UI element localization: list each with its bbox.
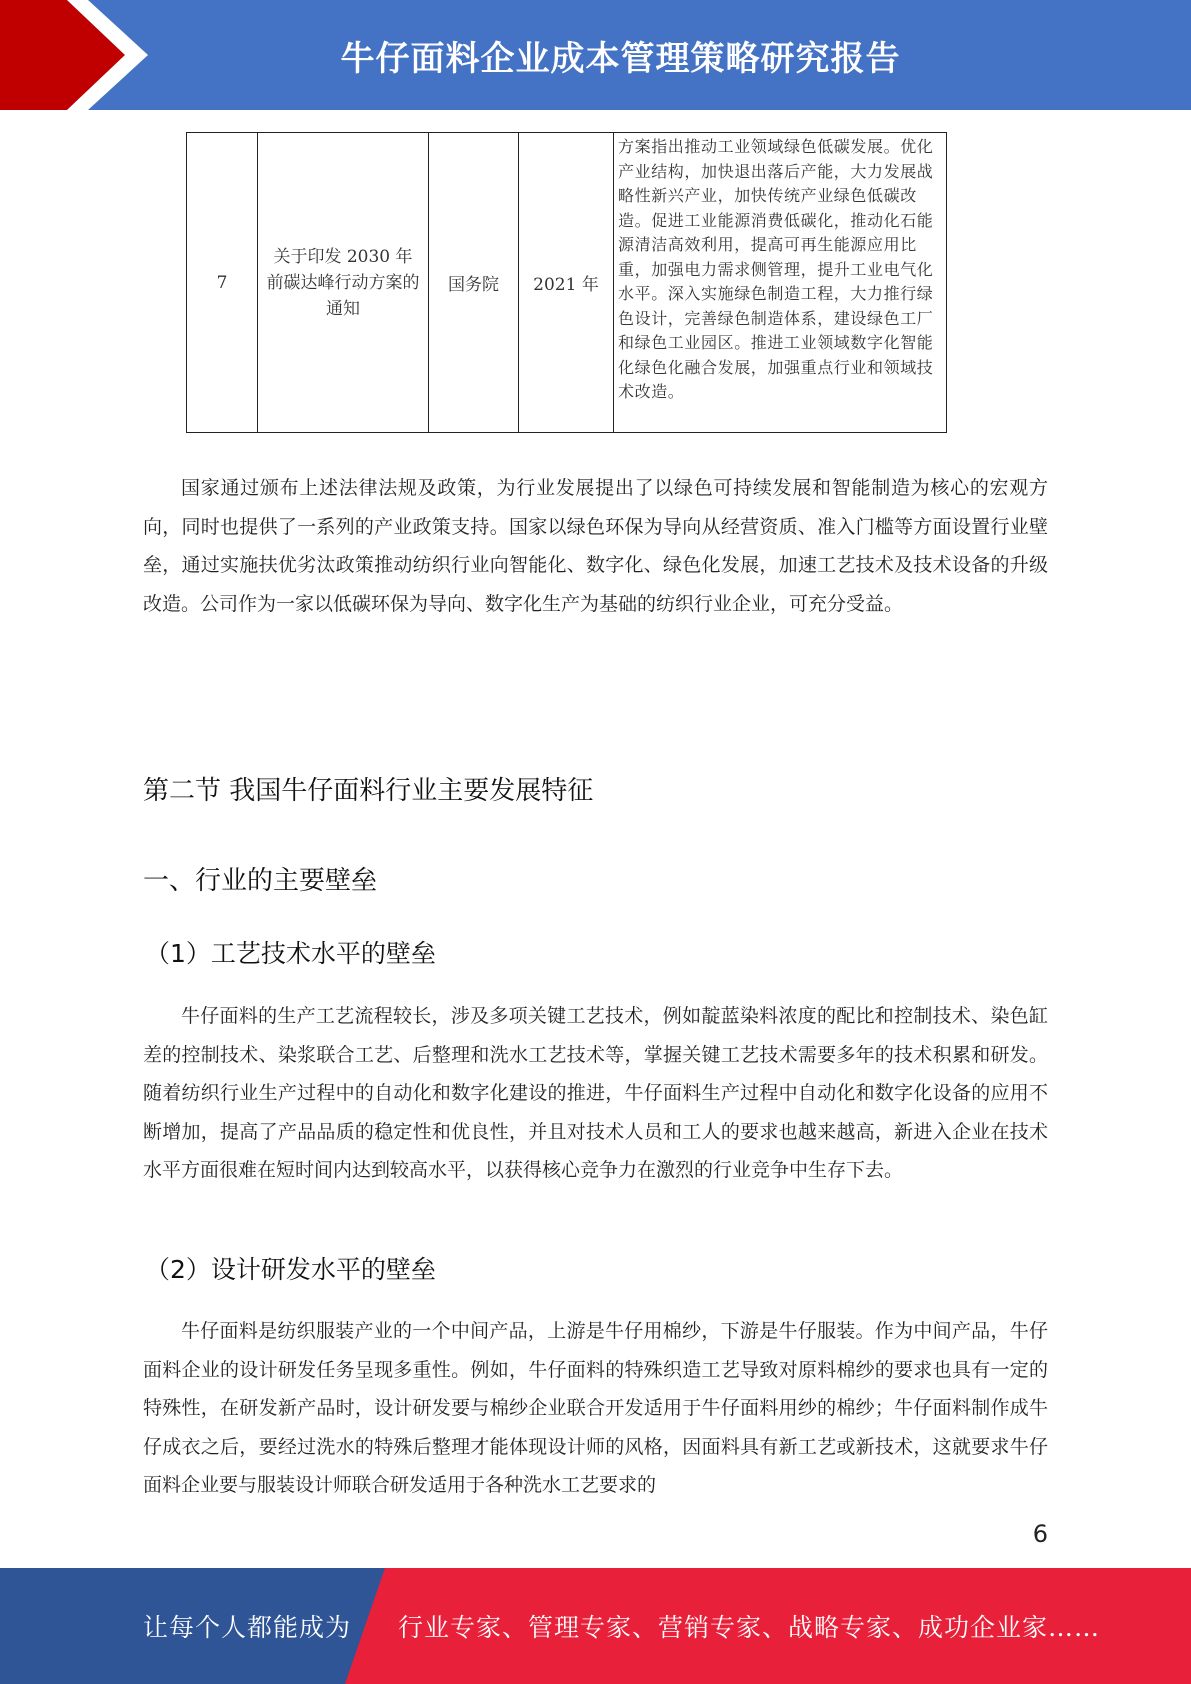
policy-name: 关于印发 2030 年前碳达峰行动方案的通知 [258,133,429,433]
item-title: （2）设计研发水平的壁垒 [145,1255,436,1284]
page-number: 6 [1032,1520,1048,1548]
policy-table [186,132,947,433]
body-paragraph: 牛仔面料是纺织服装产业的一个中间产品，上游是牛仔用棉纱，下游是牛仔服装。作为中间产品，牛仔面料企业的设计研发任务呈现多重性。例如，牛仔面料的特殊织造工艺导致对原料棉纱的要求也具有一定的特殊性，在研发新产品时，设计研发要与棉纱企业联合开发适用于牛仔面料用纱的棉纱；牛仔面料制作成牛仔成衣之后，要经过洗水的特殊后整理才能体现设计师的风格，因面料具有新工艺或新技术，这就要求牛仔面料企业要与服装设计师联合研发适用于各种洗水工艺要求的 [143,1320,1048,1496]
page-footer [0,1568,1191,1684]
policy-content: 方案指出推动工业领域绿色低碳发展。优化产业结构，加快退出落后产能，大力发展战略性新兴产业，加快传统产业绿色低碳改造。促进工业能源消费低碳化，推动化石能源清洁高效利用，提高可再生能源应用比重，加强电力需求侧管理，提升工业电气化水平。深入实施绿色制造工程，大力推行绿色设计，完善绿色制造体系，建设绿色工厂和绿色工业园区。推进工业领域数字化智能化绿色化融合发展，加强重点行业和领域技术改造。 [614,133,947,433]
body-paragraph: 牛仔面料的生产工艺流程较长，涉及多项关键工艺技术，例如靛蓝染料浓度的配比和控制技术、染色缸差的控制技术、染浆联合工艺、后整理和洗水工艺技术等，掌握关键工艺技术需要多年的技术积累和研发。随着纺织行业生产过程中的自动化和数字化建设的推进，牛仔面料生产过程中自动化和数字化设备的应用不断增加，提高了产品品质的稳定性和优良性，并且对技术人员和工人的要求也越来越高，新进入企业在技术水平方面很难在短时间内达到较高水平，以获得核心竞争力在激烈的行业竞争中生存下去。 [143,1005,1048,1181]
table-row [187,133,947,433]
header-chevron-icon [0,0,160,110]
footer-slogan-right: 行业专家、管理专家、营销专家、战略专家、成功企业家…… [398,1613,1101,1642]
row-index: 7 [187,133,258,433]
policy-year: 2021 年 [519,133,614,433]
header-title: 牛仔面料企业成本管理策略研究报告 [340,38,901,79]
section-title: 第二节 我国牛仔面料行业主要发展特征 [143,776,594,806]
item-title: （1）工艺技术水平的壁垒 [145,939,436,968]
page-header [0,0,1191,110]
footer-slogan-left: 让每个人都能成为 [143,1613,352,1642]
body-paragraph: 国家通过颁布上述法律法规及政策，为行业发展提出了以绿色可持续发展和智能制造为核心的宏观方向，同时也提供了一系列的产业政策支持。国家以绿色环保为导向从经营资质、准入门槛等方面设置行业壁垒，通过实施扶优劣汰政策推动纺织行业向智能化、数字化、绿色化发展，加速工艺技术及技术设备的升级改造。公司作为一家以低碳环保为导向、数字化生产为基础的纺织行业企业，可充分受益。 [143,477,1048,615]
subsection-title: 一、行业的主要壁垒 [143,866,378,896]
policy-issuer: 国务院 [429,133,519,433]
